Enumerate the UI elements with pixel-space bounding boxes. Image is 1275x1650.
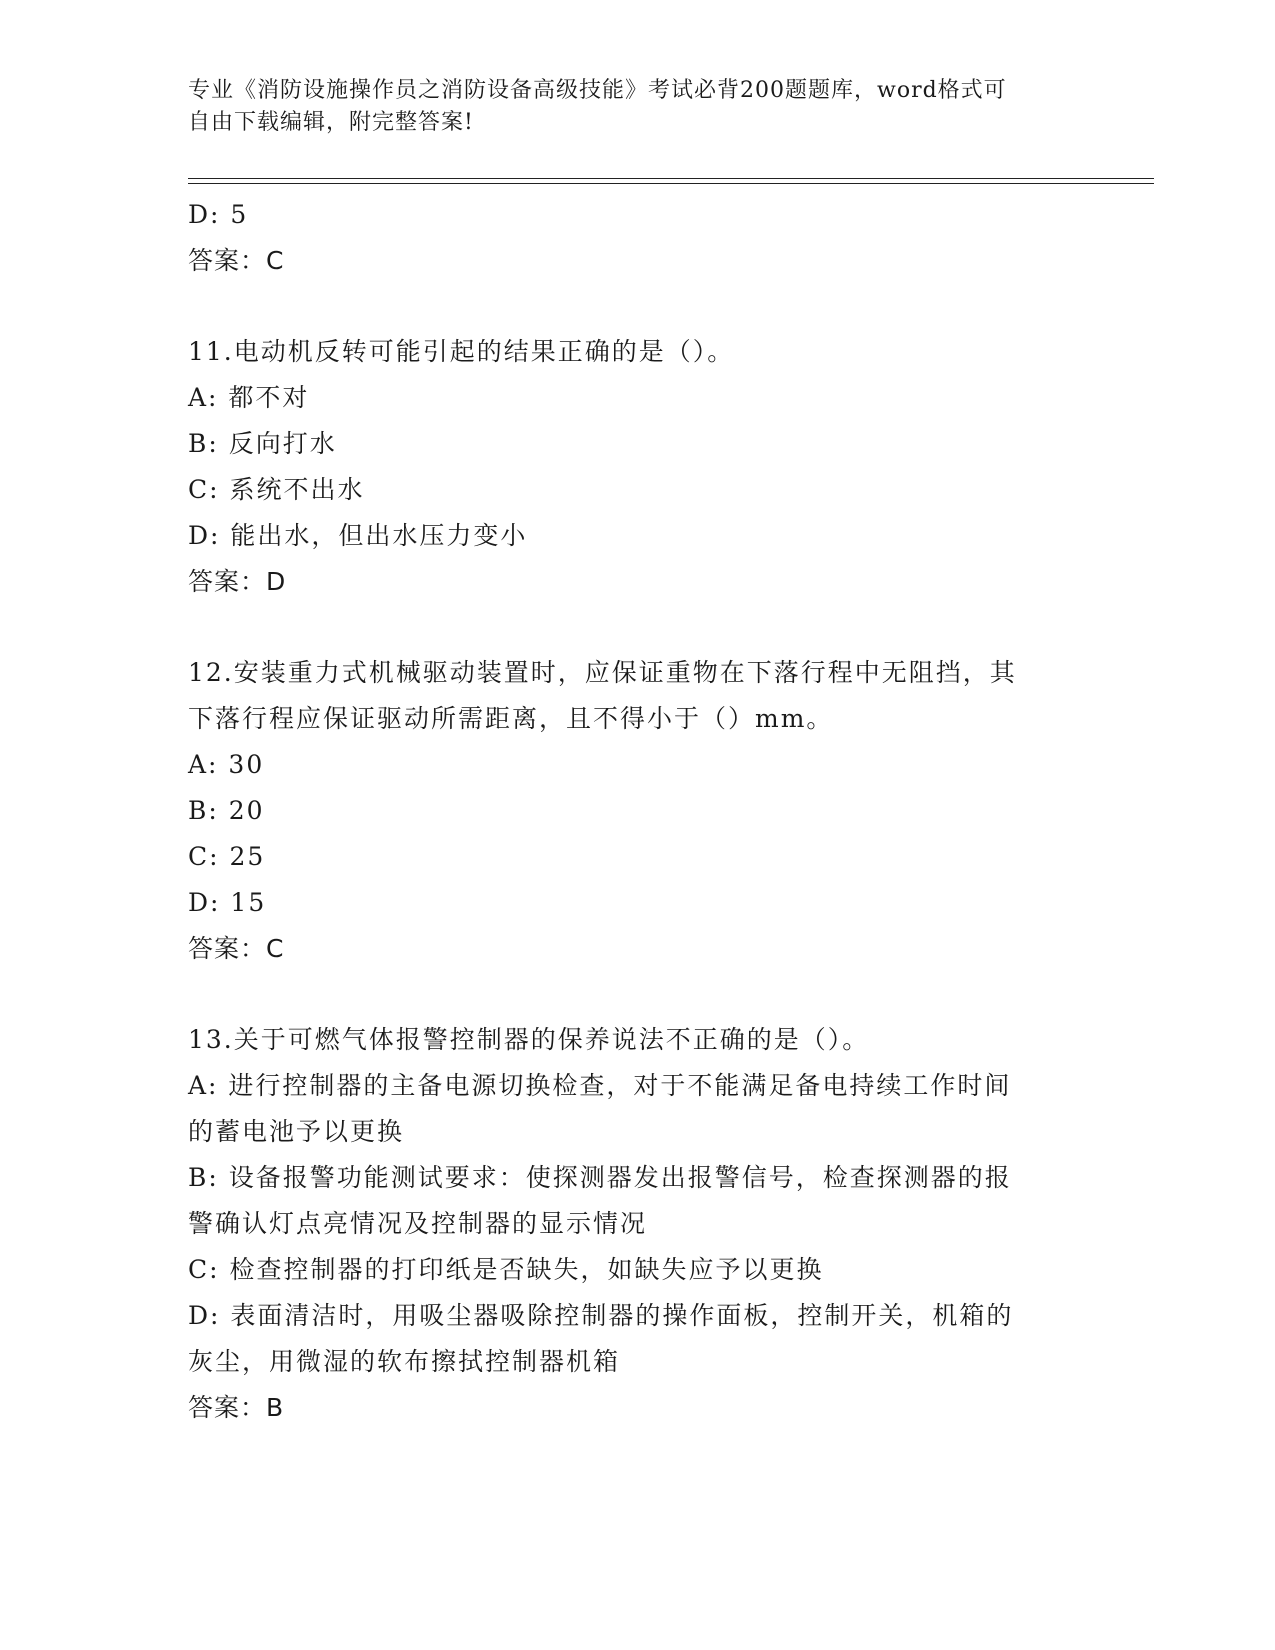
q11-option-b: B: 反向打水 [188, 429, 337, 458]
header-divider-bottom [188, 183, 1154, 184]
q12-stem-line-2: 下落行程应保证驱动所需距离，且不得小于（）mm。 [188, 704, 834, 733]
q12-answer: 答案：C [188, 934, 285, 963]
q11-answer: 答案：D [188, 567, 287, 596]
header-divider-top [188, 178, 1154, 179]
q13-stem: 13.关于可燃气体报警控制器的保养说法不正确的是（）。 [188, 1025, 870, 1054]
q13-option-d-line-1: D: 表面清洁时，用吸尘器吸除控制器的操作面板，控制开关，机箱的 [188, 1301, 1014, 1330]
prev-option-d: D: 5 [188, 200, 249, 229]
prev-answer: 答案：C [188, 246, 285, 275]
q11-option-d: D: 能出水，但出水压力变小 [188, 521, 528, 550]
q11-option-a: A: 都不对 [188, 383, 310, 412]
q12-option-d: D: 15 [188, 888, 267, 917]
q12-option-b: B: 20 [188, 796, 265, 825]
header-line-1: 专业《消防设施操作员之消防设备高级技能》考试必背200题题库，word格式可 [188, 78, 1007, 103]
q11-option-c: C: 系统不出水 [188, 475, 365, 504]
q12-option-a: A: 30 [188, 750, 265, 779]
q13-answer: 答案：B [188, 1393, 285, 1422]
q13-option-b-line-2: 警确认灯点亮情况及控制器的显示情况 [188, 1209, 648, 1238]
q13-option-a-line-1: A: 进行控制器的主备电源切换检查，对于不能满足备电持续工作时间 [188, 1071, 1012, 1100]
header-line-2: 自由下载编辑，附完整答案! [188, 110, 474, 135]
q11-stem: 11.电动机反转可能引起的结果正确的是（）。 [188, 337, 735, 366]
q13-option-b-line-1: B: 设备报警功能测试要求：使探测器发出报警信号，检查探测器的报 [188, 1163, 1012, 1192]
q13-option-c: C: 检查控制器的打印纸是否缺失，如缺失应予以更换 [188, 1255, 824, 1284]
document-header [188, 75, 1088, 139]
question-content [188, 192, 1088, 1431]
q13-option-d-line-2: 灰尘，用微湿的软布擦拭控制器机箱 [188, 1347, 621, 1376]
q12-stem-line-1: 12.安装重力式机械驱动装置时，应保证重物在下落行程中无阻挡，其 [188, 658, 1017, 687]
q13-option-a-line-2: 的蓄电池予以更换 [188, 1117, 405, 1146]
q12-option-c: C: 25 [188, 842, 266, 871]
